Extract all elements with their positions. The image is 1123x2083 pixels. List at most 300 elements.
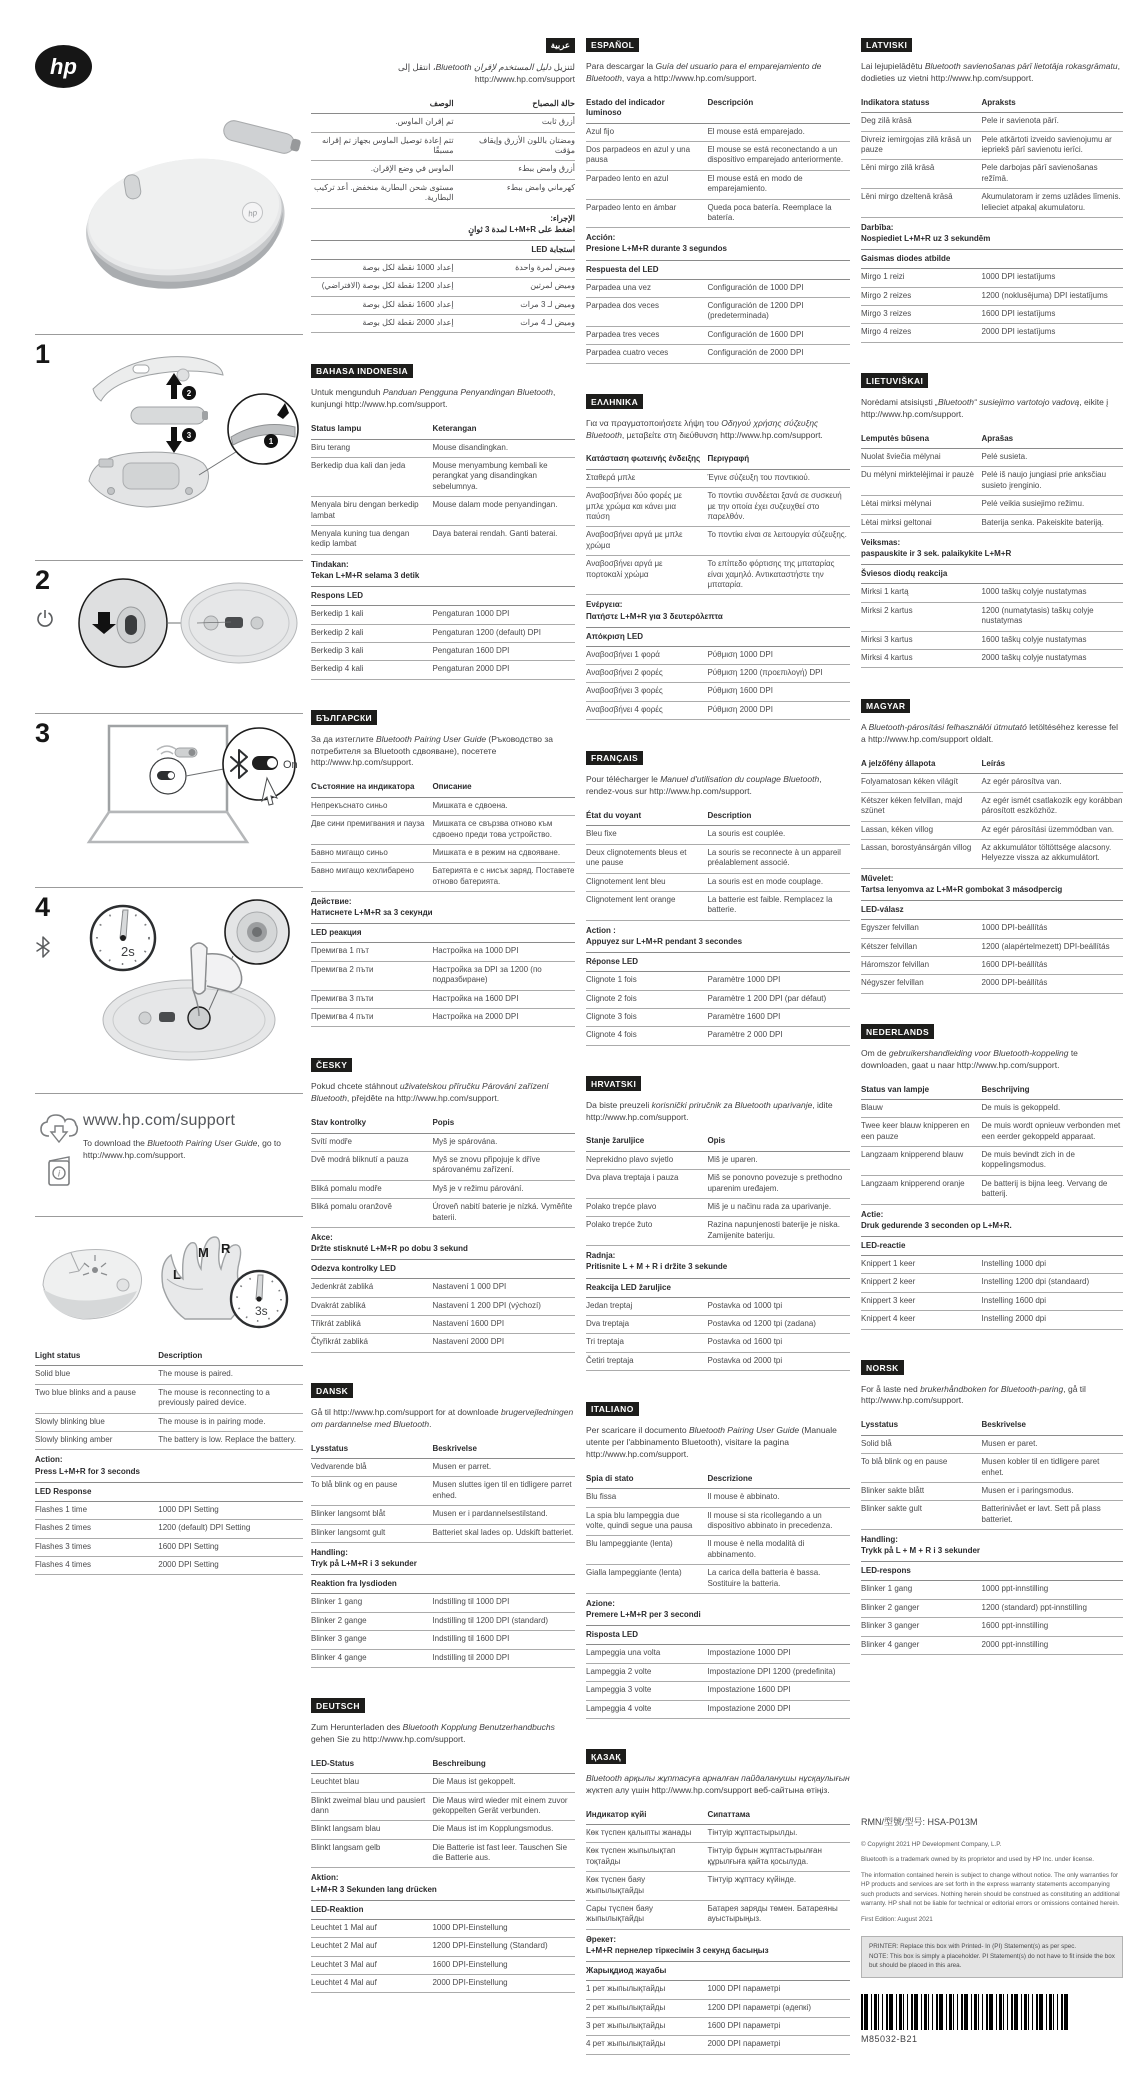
status-row [311, 1199, 575, 1228]
led-response-table [861, 920, 1123, 994]
led-row [311, 1920, 575, 1938]
led-response-header: LED реакция [311, 924, 575, 943]
description-cell: Die Maus ist gekoppelt. [432, 1777, 516, 1787]
led-flash-cell: وميض لمرتين [530, 281, 575, 291]
status-row [311, 1459, 575, 1477]
guide-name: Bluetooth-párosítási felhasználói útmutató [868, 722, 1027, 733]
intro-text-pre: Gå til http://www.hp.com/support for at downloade [311, 1406, 501, 1417]
led-flash-cell: Lampeggia 4 volte [586, 1703, 652, 1713]
led-flash-cell: Clignote 1 fois [586, 975, 637, 985]
step-1 [35, 334, 303, 518]
status-table [861, 1417, 1123, 1530]
description-cell: Тінтуір жұптастырылды. [707, 1828, 798, 1838]
language-title: HRVATSKI [586, 1076, 641, 1091]
status-table-header [311, 779, 575, 797]
led-row [861, 269, 1123, 287]
status-row [586, 1199, 850, 1217]
led-response-table [861, 269, 1123, 343]
intro-text-post: . [429, 1418, 432, 1429]
led-flash-cell: Blinker 4 ganger [861, 1639, 920, 1649]
intro-text-pre: Zum Herunterladen des [311, 1721, 403, 1732]
action-block [861, 533, 1123, 565]
led-flash-cell: Knippert 2 keer [861, 1277, 916, 1287]
intro-text-post: , kunjungi http://www.hp.com/support. [311, 387, 556, 410]
svg-text:R: R [221, 1241, 231, 1256]
led-response-header: Reaktion fra lysdioden [311, 1575, 575, 1594]
intro-text-pre: Για να πραγματοποιήσετε λήψη του [586, 417, 722, 428]
status-cell: Berkedip dua kali dan jeda [311, 461, 406, 471]
led-setting-cell: Ρύθμιση 2000 DPI [707, 704, 773, 714]
led-setting-cell: Configuración de 1600 DPI [707, 329, 804, 339]
status-row [861, 1118, 1123, 1147]
led-row [586, 327, 850, 345]
intro-text-post: , gå til http://www.hp.com/support. [861, 1383, 1086, 1406]
led-setting-cell: Configuración de 1200 DPI (predeterminada) [707, 301, 804, 321]
status-table [586, 451, 850, 595]
action-text: L+M+R 3 Sekunden lang drücken [311, 1884, 437, 1894]
led-row [35, 1502, 303, 1520]
led-flash-cell: Премигва 2 пъти [311, 964, 374, 974]
status-row [861, 1176, 1123, 1205]
action-block [586, 1246, 850, 1278]
led-row [586, 1353, 850, 1371]
status-table-header [311, 1756, 575, 1774]
english-section-host [35, 1348, 303, 1575]
description-cell: Il mouse si sta ricollegando a un dispositivo abbinato in precedenza. [707, 1510, 833, 1530]
status-table-header [861, 756, 1123, 774]
section-intro [311, 62, 575, 86]
action-label: Ενέργεια: [586, 600, 623, 610]
led-response-header: Réponse LED [586, 953, 850, 972]
intro-text-pre: Norėdami atsisiųsti [861, 396, 936, 407]
status-cell: Du mėlyni mirktelėjimai ir pauzė [861, 470, 974, 480]
language-title: MAGYAR [861, 699, 910, 714]
status-row [311, 1152, 575, 1181]
intro-text-pre: Para descargar la [586, 61, 656, 71]
action-label: Action : [586, 925, 616, 935]
led-flash-cell: Parpadea una vez [586, 282, 651, 292]
description-cell: Musen sluttes igen til en tidligere parret enhed. [432, 1480, 572, 1500]
led-row [311, 606, 575, 624]
description-cell: مستوى شحن البطارية منخفض. أعد تركيب البطارية. [313, 182, 454, 203]
led-setting-cell: 1600 DPI параметрі [707, 2020, 781, 2030]
led-flash-cell: Berkedip 3 kali [311, 645, 364, 655]
led-setting-cell: Nastavení 1600 DPI [432, 1319, 505, 1329]
action-text: Presione L+M+R durante 3 segundos [586, 244, 727, 254]
description-cell: Batteriet skal lades op. Udskift batteriet. [432, 1527, 574, 1537]
status-row [311, 114, 575, 132]
status-row [586, 142, 850, 171]
status-cell: Blinkt langsam blau [311, 1824, 381, 1834]
status-cell: Vedvarende blå [311, 1462, 367, 1472]
guide-name: Bluetooth Pairing User Guide [689, 1425, 800, 1436]
status-cell: Langzaam knipperend oranje [861, 1178, 965, 1188]
led-flash-cell: 3 рет жыпылықтайды [586, 2020, 666, 2030]
led-setting-cell: إعداد 1000 نقطة لكل بوصة [362, 262, 454, 272]
led-flash-cell: Egyszer felvillan [861, 923, 919, 933]
led-flash-cell: Mirgo 4 reizes [861, 327, 912, 337]
status-table-header [861, 1417, 1123, 1435]
led-flash-cell: 2 рет жыпылықтайды [586, 2002, 666, 2012]
language-title: ESPAÑOL [586, 38, 639, 53]
led-setting-cell: 1000 DPI Setting [158, 1504, 219, 1514]
language-section-croatian [586, 1074, 850, 1371]
led-response-table [586, 1645, 850, 1719]
led-row [586, 1316, 850, 1334]
description-cell: Мишката се свързва отново към сдвоено преди това устройство. [432, 819, 553, 839]
status-row [586, 1489, 850, 1507]
copyright-text: © Copyright 2021 HP Development Company, L.P. [861, 1841, 1002, 1849]
description-cell: Pelė susieta. [981, 452, 1028, 462]
intro-text-pre: Per scaricare il documento [586, 1425, 689, 1436]
status-cell: Blinker sakte blått [861, 1485, 925, 1495]
description-column-header: Keterangan [432, 424, 477, 434]
led-response-table [311, 1594, 575, 1668]
status-table [861, 95, 1123, 218]
language-section-kazakh [586, 1747, 850, 2055]
step-1-number: 1 [35, 339, 51, 369]
status-row [311, 863, 575, 892]
status-cell: Blu fissa [586, 1492, 617, 1502]
status-row [861, 840, 1123, 869]
status-column-header: Κατάσταση φωτεινής ένδειξης [586, 454, 701, 464]
step-3-number: 3 [35, 718, 51, 748]
description-cell: Pele atkārtoti izveido savienojumu ar iepriekš pārī savienotu ierīci. [981, 134, 1112, 154]
led-flash-cell: Mirgo 3 reizes [861, 309, 912, 319]
status-row [586, 200, 850, 229]
language-title: LATVISKI [861, 38, 912, 53]
status-cell: Twee keer blauw knipperen en een pauze [861, 1121, 970, 1141]
led-row [311, 1631, 575, 1649]
led-row [586, 1645, 850, 1663]
action-label: Radnja: [586, 1251, 616, 1261]
status-row [311, 1821, 575, 1839]
led-setting-cell: 2000 DPI iestatījums [981, 327, 1056, 337]
status-column-header: Indikatora statuss [861, 97, 930, 107]
language-section-greek [586, 392, 850, 721]
description-cell: Miš je uparen. [707, 1154, 758, 1164]
action-text: L+M+R пернелер тіркесімін 3 секунд басыңыз [586, 1945, 769, 1955]
led-row [35, 1539, 303, 1557]
led-row [586, 298, 850, 327]
led-row [311, 962, 575, 991]
description-cell: Queda poca batería. Reemplace la batería. [707, 202, 832, 222]
led-response-header: Risposta LED [586, 1626, 850, 1645]
led-flash-cell: Flashes 4 times [35, 1559, 92, 1569]
description-cell: Батерията е с нисък заряд. Поставете отново батерията. [432, 866, 575, 886]
action-block [311, 1228, 575, 1260]
language-title: عربية [546, 38, 575, 54]
description-cell: Musen er paret. [981, 1438, 1038, 1448]
led-row [861, 1274, 1123, 1292]
printer-note-2: NOTE: This box is simply a placeholder. PI Statement(s) do not have to fit inside the box but should be placed in this area. [869, 1952, 1115, 1969]
action-block [586, 921, 850, 953]
description-cell: Myš je spárována. [432, 1136, 498, 1146]
barcode [861, 1994, 1069, 2030]
intro-text-pre: Om de [861, 1047, 889, 1058]
guide-name: Panduan Pengguna Penyandingan Bluetooth [382, 387, 553, 398]
intro-text-pre: To download the [83, 1138, 148, 1148]
status-cell: Две сини премигвания и пауза [311, 819, 425, 829]
description-cell: De muis bevindt zich in de koppelingsmodus. [981, 1150, 1075, 1170]
svg-text:2: 2 [186, 389, 192, 398]
description-column-header: Description [707, 811, 752, 821]
status-table [311, 1441, 575, 1543]
led-setting-cell: Pengaturan 2000 DPI [432, 664, 510, 674]
description-cell: Il mouse è abbinato. [707, 1492, 780, 1502]
action-text: Trykk på L + M + R i 3 sekunder [861, 1546, 981, 1556]
led-setting-cell: Nastavení 2000 DPI [432, 1337, 505, 1347]
action-label: Actie: [861, 1209, 884, 1219]
status-cell: Lassan, borostyánsárgán villog [861, 843, 972, 853]
intro-text-pre: Untuk mengunduh [311, 387, 383, 398]
divider [35, 1093, 303, 1094]
status-cell: Leuchtet blau [311, 1777, 360, 1787]
intro-text-pre: Pokud chcete stáhnout [311, 1081, 400, 1092]
status-row [861, 1483, 1123, 1501]
led-row [861, 957, 1123, 975]
callout-latch [228, 394, 298, 464]
step-3-illustration [71, 720, 303, 865]
status-column-header: LED-Status [311, 1758, 355, 1768]
led-response-table [586, 280, 850, 364]
led-setting-cell: Nastavení 1 200 DPI (výchozí) [432, 1300, 541, 1310]
led-response-header: Απόκριση LED [586, 628, 850, 647]
description-cell: Mouse dalam mode penyandingan. [432, 500, 558, 510]
language-section-dutch [861, 1022, 1123, 1330]
led-flash-cell: Mirgo 2 reizes [861, 290, 912, 300]
led-response-header: LED-Reaktion [311, 1901, 575, 1920]
status-row [861, 774, 1123, 792]
led-setting-cell: 1200 (alapértelmezett) DPI-beállítás [981, 941, 1110, 951]
description-cell: La carica della batteria è bassa. Sostituire la batteria. [707, 1568, 821, 1588]
status-cell: Clignotement lent orange [586, 894, 676, 904]
status-row [311, 1793, 575, 1822]
clock-3s [231, 1271, 287, 1327]
led-setting-cell: Paramètre 1 200 DPI (par défaut) [707, 993, 827, 1003]
action-block [311, 1868, 575, 1900]
led-setting-cell: Pengaturan 1200 (default) DPI [432, 627, 541, 637]
led-row [586, 2018, 850, 2036]
status-row [586, 892, 850, 921]
status-row [861, 113, 1123, 131]
status-row [586, 1217, 850, 1246]
led-flash-cell: Kétszer felvillan [861, 941, 918, 951]
led-setting-cell: Настройка на 2000 DPI [432, 1012, 519, 1022]
status-row [586, 171, 850, 200]
led-flash-cell: Parpadea tres veces [586, 329, 660, 339]
led-row [861, 1600, 1123, 1618]
section-intro [586, 774, 850, 798]
section-intro [311, 734, 575, 770]
led-row [586, 683, 850, 701]
led-response-header: LED-reactie [861, 1237, 1123, 1256]
guide-name: brukerhåndboken for Bluetooth-paring [920, 1383, 1064, 1394]
led-row [311, 1938, 575, 1956]
description-cell: La souris se reconnecte à un appareil préalablement associé. [707, 847, 841, 868]
status-cell: Lėtai mirksi mėlynai [861, 499, 932, 509]
status-cell: Σταθερά μπλε [586, 472, 636, 482]
guide-name: Bluetooth savienošanas pārī lietotāja rokasgrāmatu [924, 61, 1118, 71]
status-cell: Dva plava treptaja i pauza [586, 1173, 679, 1183]
led-row [586, 1682, 850, 1700]
led-row [586, 280, 850, 298]
led-flash-cell: Lampeggia 2 volte [586, 1666, 652, 1676]
svg-text:1: 1 [268, 437, 274, 446]
status-table [311, 96, 575, 209]
description-cell: El mouse se está reconectando a un dispositivo emparejado anteriormente. [707, 144, 844, 165]
status-table-header [311, 1441, 575, 1459]
status-row [586, 1170, 850, 1199]
status-column-header: Индикатор күйі [586, 1809, 647, 1819]
led-setting-cell: 1000 taškų colyje nustatymas [981, 587, 1087, 597]
status-cell: Langzaam knipperend blauw [861, 1150, 964, 1160]
led-row [311, 1009, 575, 1027]
led-row [311, 1316, 575, 1334]
led-flash-cell: Αναβοσβήνει 3 φορές [586, 686, 663, 696]
action-text: Držte stisknuté L+M+R po dobu 3 sekund [311, 1244, 468, 1254]
led-flash-cell: Četiri treptaja [586, 1355, 634, 1365]
svg-text:i: i [58, 1168, 60, 1179]
led-setting-cell: Postavka od 1200 tpi (zadana) [707, 1318, 816, 1328]
led-flash-cell: Αναβοσβήνει 4 φορές [586, 704, 663, 714]
status-column-header: Lysstatus [861, 1420, 899, 1430]
status-cell: Көк түспен баяу жыпылықтайды [586, 1875, 646, 1895]
led-setting-cell: Настройка за DPI за 1200 (по подразбиране) [432, 964, 542, 985]
action-label: Acción: [586, 233, 616, 243]
hand-pressing-lmr [162, 1237, 287, 1327]
intro-text-post: (Manuale utente per l'abbinamento Bluetooth), visitare la pagina http://www.hp.com/support. [586, 1425, 837, 1459]
led-row [311, 625, 575, 643]
language-section-arabic [311, 35, 575, 333]
description-cell: تتم إعادة توصيل الماوس بجهاز تم إقرانه مسبقًا [321, 135, 454, 155]
description-cell: Έγινε σύζευξη του ποντικιού. [707, 472, 811, 482]
intro-text-post: , vaya a http://www.hp.com/support. [621, 72, 757, 83]
status-column-header: Estado del indicador luminoso [586, 97, 665, 118]
status-row [311, 497, 575, 526]
section-intro [311, 387, 575, 411]
intro-text-post: , idite http://www.hp.com/support. [586, 1099, 833, 1122]
status-row [311, 798, 575, 816]
action-label: Aktion: [311, 1873, 339, 1883]
status-row [861, 1501, 1123, 1530]
action-label: Darbība: [861, 222, 894, 232]
status-cell: Two blue blinks and a pause [35, 1387, 136, 1397]
led-setting-cell: Ρύθμιση 1000 DPI [707, 649, 773, 659]
status-cell: Slowly blinking amber [35, 1434, 113, 1444]
section-intro [586, 1425, 850, 1461]
led-flash-cell: 4 рет жыпылықтайды [586, 2039, 666, 2049]
led-flash-cell: Leuchtet 4 Mal auf [311, 1978, 377, 1987]
section-intro [586, 1100, 850, 1124]
status-row [586, 527, 850, 556]
description-column-header: Beskrivelse [432, 1443, 477, 1453]
status-table [586, 95, 850, 229]
status-cell: Dos parpadeos en azul y una pausa [586, 144, 691, 165]
description-cell: Батарея заряды төмен. Батареяны ауыстырыңыз. [707, 1904, 838, 1924]
step-1-illustration [71, 341, 303, 518]
led-setting-cell: Configuración de 2000 DPI [707, 348, 804, 358]
led-response-header: LED Response [35, 1483, 303, 1502]
led-response-table [311, 1279, 575, 1353]
description-cell: Mouse menyambung kembali ke perangkat yang disandingkan sebelumnya. [432, 461, 548, 491]
description-cell: تم إقران الماوس. [395, 117, 454, 127]
language-title: BAHASA INDONESIA [311, 364, 413, 379]
status-column-header: Stav kontrolky [311, 1118, 367, 1128]
action-text: Tekan L+M+R selama 3 detik [311, 570, 420, 580]
led-row [861, 1293, 1123, 1311]
intro-text-post: gehen Sie zu http://www.hp.com/support. [311, 1733, 466, 1744]
description-cell: Musen kobler til en tidligere paret enhet. [981, 1457, 1100, 1477]
svg-text:3: 3 [186, 431, 192, 440]
status-cell: Solid blå [861, 1438, 892, 1448]
mouse-bottom [181, 583, 297, 663]
battery [131, 407, 208, 424]
led-response-header: Reakcija LED žaruljice [586, 1279, 850, 1298]
led-row [311, 260, 575, 278]
led-flash-cell: Blinker 2 ganger [861, 1602, 920, 1612]
led-flash-cell: Flashes 2 times [35, 1523, 92, 1533]
led-row [311, 1975, 575, 1993]
led-setting-cell: Configuración de 1000 DPI [707, 282, 804, 292]
status-cell: Bliká pomalu oranžově [311, 1202, 392, 1212]
status-row [35, 1432, 303, 1450]
language-section-indonesian [311, 361, 575, 679]
status-cell: Lassan, kéken villog [861, 824, 934, 834]
led-response-table [586, 1981, 850, 2055]
description-cell: La batterie est faible. Remplacez la batterie. [707, 894, 833, 915]
language-section-danish [311, 1381, 575, 1668]
description-cell: Az egér párosítási üzemmódban van. [981, 824, 1115, 834]
action-block [586, 595, 850, 627]
description-cell: Тінтуір бұрын жұптастырылған құрылғыға қайта қосылуда. [707, 1846, 822, 1866]
action-block [311, 209, 575, 241]
section-intro [311, 1722, 575, 1746]
language-title: ITALIANO [586, 1402, 639, 1417]
description-cell: Il mouse è nella modalità di abbinamento. [707, 1539, 805, 1559]
led-flash-cell: Berkedip 4 kali [311, 664, 364, 674]
language-section-norwegian [861, 1358, 1123, 1655]
led-row [861, 632, 1123, 650]
action-text: اضغط على L+M+R لمدة 3 ثوانٍ [468, 224, 575, 234]
description-cell: Тінтуір жұптасу күйінде. [707, 1875, 797, 1885]
led-response-table [586, 972, 850, 1046]
column-4 [861, 0, 1123, 2044]
status-table [311, 421, 575, 555]
led-flash-cell: Премигва 3 пъти [311, 993, 374, 1003]
status-cell: Blauw [861, 1102, 883, 1112]
led-response-table [586, 647, 850, 721]
action-label: Akce: [311, 1232, 333, 1242]
status-cell: Nuolat šviečia mėlynai [861, 452, 941, 462]
led-row [861, 1581, 1123, 1599]
language-section-hungarian [861, 696, 1123, 993]
power-switch-inset [79, 579, 167, 667]
led-setting-cell: 1000 ppt-innstilling [981, 1584, 1049, 1594]
led-row [311, 1334, 575, 1352]
status-cell: Deux clignotements bleus et une pause [586, 847, 687, 868]
led-setting-cell: 1000 DPI iestatījums [981, 272, 1056, 282]
description-cell: Az akkumulátor töltöttsége alacsony. Helyezze vissza az akkumulátort. [981, 843, 1112, 863]
status-row [861, 793, 1123, 822]
language-title: ΕΛΛΗΝΙΚΑ [586, 394, 643, 409]
status-cell: Blinker langsomt blåt [311, 1509, 386, 1519]
svg-text:M: M [198, 1245, 209, 1260]
svg-text:On: On [283, 759, 298, 771]
guide-name: Guía del usuario para el emparejamiento de Bluetooth [586, 61, 822, 83]
support-intro [83, 1138, 303, 1162]
status-cell: Αναβοσβήνει αργά με πορτοκαλί χρώμα [586, 559, 663, 579]
